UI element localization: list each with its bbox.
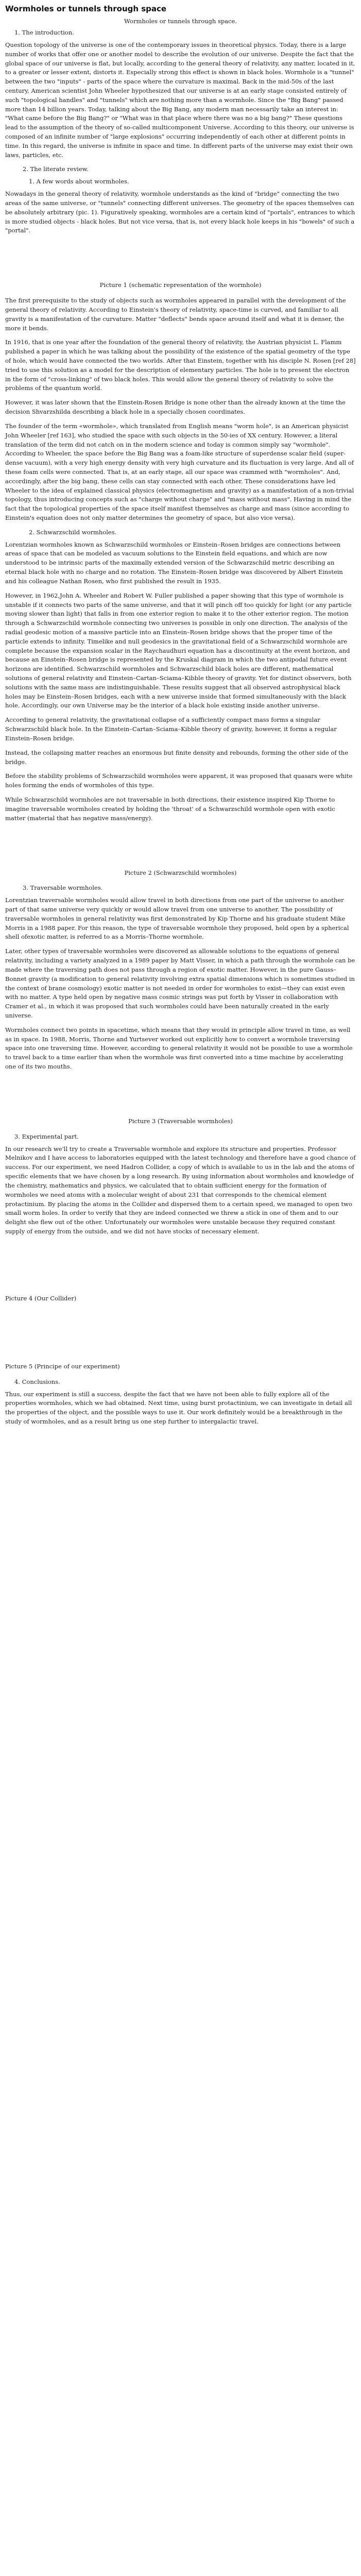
figure-3 <box>5 1077 356 1126</box>
section-heading-introduction: 1. The introduction. <box>14 29 74 37</box>
subtitle: Wormholes or tunnels through space. <box>124 18 237 25</box>
paragraph: Before the stability problems of Schwarzschild wormholes were apparent, it was proposed that quasars were white holes forming the ends of wormholes of this type. <box>5 772 353 789</box>
section-heading-conclusions: 4. Conclusions. <box>14 1378 60 1385</box>
figure-caption-1: Picture 1 (schematic representation of the wormhole) <box>99 281 262 289</box>
figure-4 <box>5 1242 356 1303</box>
page-title: Wormholes or tunnels through space <box>5 4 167 13</box>
paragraph: Lorentzian traversable wormholes would allow travel in both directions from one part of the universe to another part of that same universe very quickly or would allow travel from one universe to another. The possibility of traversable wormholes in general relativity was first demonstrated by Kip Thorne and his graduate student Mike Morris in a 1988 paper. For this reason, the type of traversable wormhole they proposed, held open by a spherical shell ofexotic matter, is referred to as a Morris–Thorne wormhole. <box>5 896 349 941</box>
paragraph: Lorentzian wormholes known as Schwarzschild wormholes or Einstein–Rosen bridges are connections between areas of space that can be modeled as vacuum solutions to the Einstein field equations, and which are now understood to be intrinsic parts of the maximally extended version of the Schwarzschild metric describing an eternal black hole with no charge and no rotation. The Einstein–Rosen bridge was discovered by Albert Einstein and his colleague Nathan Rosen, who first published the result in 1935. <box>5 540 343 585</box>
figure-caption-2: Picture 2 (Schwarzschild wormholes) <box>124 869 237 876</box>
figure-caption-4: Picture 4 (Our Collider) <box>5 1294 77 1302</box>
paragraph-intro: Question topology of the universe is one of the contemporary issues in theoretical physics. Today, there is a large number of works that offer one or another model to describe the evolution of our universe. Despite the fact that the global space of our universe is flat, but locally, according to the general theory of relativity, any matter, located in it, to a greater or lesser extent, distorts it. Especially strong this effect is shown in black holes. Wormhole is a "tunnel" between the two "inputs" - parts of the space where the curvature is maximal. Back in the mid-50s of the last century, American scientist John Wheeler hypothesized that our universe is at an early stage consisted entirely of such "topological handles" and "tunnels" which are nothing more than a wormhole. Since the "Big Bang" passed more than 14 billion years. Today, talking about the Big Bang, any modern man necessarily take an interest in: "What came before the Big Bang?" or "What was in that place where there was no a big bang?" These questions lead to the assumption of the theory of so-called multicomponent Universe. According to this theory, our universe is composed of an infinite number of "large explosions" occurring independently of each other at different points in time. In this regard, the universe is infinite in space and time. In different parts of the universe may exist their own laws, particles, etc. <box>5 41 355 159</box>
paragraph: According to general relativity, the gravitational collapse of a sufficiently compact mass forms a singular Schwarzschild black hole. In the Einstein–Cartan–Sciama–Kibble theory of gravity, however, it forms a regular Einstein–Rosen bridge. <box>5 716 337 742</box>
paragraph-wormholes-overview: Nowadays in the general theory of relativity, wormhole understands as the kind of "bridge" connecting the two areas of the same universe, or "tunnels" connecting different universes. The geometry of the spaces themselves can be absolutely arbitrary (pic. 1). Figuratively speaking, wormholes are a certain kind of "portals", entrances to which is more studied objects - black holes. But not vice versa, that is, not every black hole keeps in his "bowels" of such a "portal". <box>5 190 355 234</box>
figure-caption-5: Picture 5 (Principe of our experiment) <box>5 1362 120 1370</box>
paragraph: The founder of the term «wormhole», which translated from English means "worm hole", is an American physicist John Wheeler [ref 163], who studied the space with such objects in the 50-ies of XX century. However, a literal translation of the term did not catch on in the modern science and today is common simply say "wormhole". According to Wheeler, the space before the Big Bang was a foam-like structure of superdense scalar field (super-dense vacuum), with a very high energy density with very high curvature and its fluctuation is very large. And all of these foam cells were connected. That is, at an early stage, all our space was crammed with "wormholes". And, accordingly, after the big bang, these cells can stay connected with each other. These considerations have led Wheeler to the idea of explained classical physics (electromagnetism and gravity) as a manifestation of a non-trivial topology, thus introducing concepts such as "charge without charge" and "mass without mass". Having in mind the fact that the topological properties of the space itself manifest themselves as charge and mass (since according to Einstein's equation does not only matter determines the geometry of space, but also vice versa). <box>5 422 354 521</box>
paragraph: However, it was later shown that the Einstein-Rosen Bridge is none other than the already known at the time the decision Shvarzshilda describing a black hole in a specially chosen coordinates. <box>5 399 346 416</box>
subsection-heading-wormholes: 1. A few words about wormholes. <box>29 178 129 185</box>
figure-2 <box>5 828 356 877</box>
paragraph: Instead, the collapsing matter reaches an enormous but finite density and rebounds, forming the other side of the bridge. <box>5 749 349 766</box>
section-heading-traversable: 3. Traversable wormholes. <box>23 884 103 892</box>
section-heading-literature-review: 2. The literate review. <box>23 165 89 173</box>
figure-caption-3: Picture 3 (Traversable wormholes) <box>128 1117 233 1125</box>
subsection-heading-schwarzschild: 2. Schwarzschild wormholes. <box>29 528 117 536</box>
paragraph: In our research we'll try to create a Traversable wormhole and explore its structure and properties. Professor Melnikov and I have access to laboratories equipped with the latest technology and therefore have a good chance of success. For our experiment, we need Hadron Collider, a copy of which is available to us in the lab and the atoms of specific elements that we have chosen by a long research. By using information about wormholes and knowledge of the chemistry, mathematics and physics, we calculated that to obtain sufficient energy for the formation of wormholes we need atoms with a molecular weight of about 231 that corresponds to the chemical element protactinium. By placing the atoms in the Collider and dispersed them to a certain speed, we managed to open two small worm holes. In order to verify that they are indeed connected we threw a stick in one of them and to our delight she flew out of the other. Unfortunately our wormholes were unstable because they required constant supply of energy from the outside, and we did not have stocks of necessary element. <box>5 1145 356 1235</box>
paragraph: The first prerequisite to the study of objects such as wormholes appeared in parallel with the development of the general theory of relativity. According to Einstein's theory of relativity, space-time is curved, and familiar to all gravity is a manifestation of the curvature. Matter "deflects" bends space around itself and what it is denser, the more it bends. <box>5 297 346 332</box>
paragraph: While Schwarzschild wormholes are not traversable in both directions, their existence inspired Kip Thorne to imagine traversable wormholes created by holding the 'throat' of a Schwarzschild wormhole open with exotic matter (material that has negative mass/energy). <box>5 795 335 822</box>
figure-5 <box>5 1310 356 1371</box>
paragraph: Later, other types of traversable wormholes were discovered as allowable solutions to the equations of general relativity, including a variety analyzed in a 1989 paper by Matt Visser, in which a path through the wormhole can be made where the traversing path does not pass through a region of exotic matter. However, in the pure Gauss–Bonnet gravity (a modification to general relativity involving extra spatial dimensions which is sometimes studied in the context of brane cosmology) exotic matter is not needed in order for wormholes to exist—they can exist even with no matter. A type held open by negative mass cosmic strings was put forth by Visser in collaboration with Cramer et al., in which it was proposed that such wormholes could have been naturally created in the early universe. <box>5 947 355 1019</box>
paragraph: However, in 1962,John A. Wheeler and Robert W. Fuller published a paper showing that this type of wormhole is unstable if it connects two parts of the same universe, and that it will pinch off too quickly for light (or any particle moving slower than light) that falls in from one exterior region to make it to the other exterior region. The motion through a Schwarzschild wormhole connecting two universes is possible in only one direction. The analysis of the radial geodesic motion of a massive particle into an Einstein–Rosen bridge shows that the proper time of the particle extends to infinity. Timelike and null geodesics in the gravitational field of a Schwarzschild wormhole are complete because the expansion scalar in the Raychaudhuri equation has a discontinuity at the event horizon, and because an Einstein–Rosen bridge is represented by the Kruskal diagram in which the two antipodal future event horizons are identified. Schwarzschild wormholes and Schwarzschild black holes are different, mathematical solutions of general relativity and Einstein–Cartan–Sciama–Kibble theory of gravity. Yet for distinct observers, both solutions with the same mass are indistinguishable. These results suggest that all observed astrophysical black holes may be Einstein–Rosen bridges, each with a new universe inside that formed simultaneously with the black hole. Accordingly, our own Universe may be the interior of a black hole existing inside another universe. <box>5 591 352 709</box>
section-heading-experimental: 3. Experimental part. <box>14 1132 79 1140</box>
paragraph: Wormholes connect two points in spacetime, which means that they would in principle allow travel in time, as well as in space. In 1988, Morris, Thorne and Yurtsever worked out explicitly how to convert a wormhole traversing space into one traversing time. However, according to general relativity it would not be possible to use a wormhole to travel back to a time earlier than when the wormhole was first converted into a time machine by accelerating one of its two mouths. <box>5 1026 353 1070</box>
paragraph: In 1916, that is one year after the foundation of the general theory of relativity, the Austrian physicist L. Flamm published a paper in which he was talking about the possibility of the existence of the spatial geometry of the type of hole, which would have connected the two worlds. After that Einstein, together with his disciple N. Rosen [ref 28] tried to use this solution as a model for the description of elementary particles. The hole is to present the electron in the form of "cross-linking" of two black holes. This would allow the general theory of relativity to solve the problems of the quantum world. <box>5 338 356 392</box>
figure-1 <box>5 241 356 290</box>
paragraph: Thus, our experiment is still a success, despite the fact that we have not been able to fully explore all of the properties wormholes, which we had obtained. Next time, using burst protactinium, we can investigate in detail all the properties of the object, and the possible ways to use it. Our work definitely would be a breakthrough in the study of wormholes, and as a result bring us one step further to intergalactic travel. <box>5 1390 352 1425</box>
